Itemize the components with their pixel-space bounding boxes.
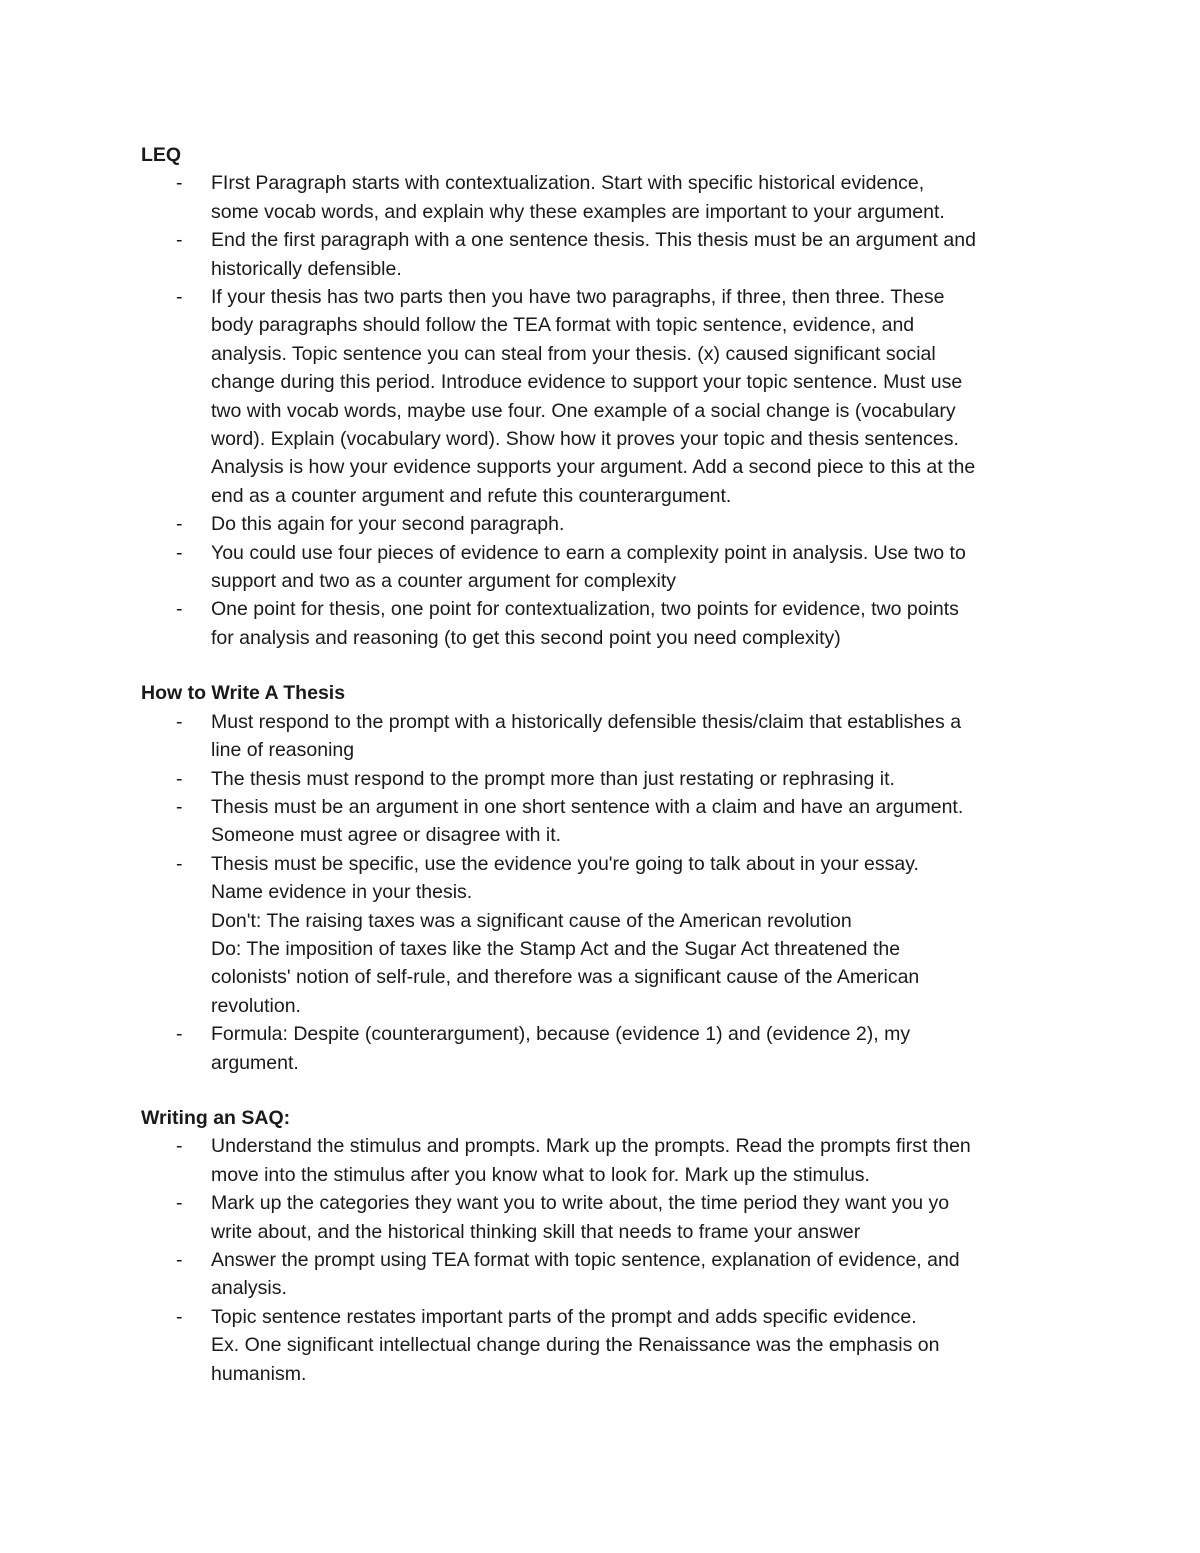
text-line: Name evidence in your thesis. xyxy=(211,881,473,904)
list-item xyxy=(141,283,1071,510)
text-line: analysis. xyxy=(211,1277,287,1300)
text-line: Analysis is how your evidence supports your argument. Add a second piece to this at the xyxy=(211,456,976,479)
section-1 xyxy=(141,679,1071,1077)
text-line: analysis. Topic sentence you can steal from your thesis. (x) caused significant social xyxy=(211,342,936,365)
text-line: move into the stimulus after you know what to look for. Mark up the stimulus. xyxy=(211,1163,870,1186)
text-line: Thesis must be an argument in one short sentence with a claim and have an argument. xyxy=(211,795,964,818)
text-line: argument. xyxy=(211,1051,299,1074)
text-line: Must respond to the prompt with a historically defensible thesis/claim that establishes a xyxy=(211,710,962,733)
text-line: two with vocab words, maybe use four. One example of a social change is (vocabulary xyxy=(211,399,956,422)
document-body xyxy=(141,141,1071,1415)
text-line: body paragraphs should follow the TEA format with topic sentence, evidence, and xyxy=(211,314,915,337)
text-line: If your thesis has two parts then you have two paragraphs, if three, then three. These xyxy=(211,286,945,309)
section-heading: Writing an SAQ: xyxy=(141,1106,291,1129)
list-item xyxy=(141,765,1071,793)
list-item xyxy=(141,1020,1071,1077)
text-line: Mark up the categories they want you to write about, the time period they want you yo xyxy=(211,1192,950,1215)
section-heading: LEQ xyxy=(141,144,182,166)
section-2 xyxy=(141,1104,1071,1388)
text-line: FIrst Paragraph starts with contextualization. Start with specific historical evidence, xyxy=(211,172,925,195)
list-item xyxy=(141,850,1071,1020)
text-line: The thesis must respond to the prompt more than just restating or rephrasing it. xyxy=(211,767,895,790)
bullet-dash-icon: - xyxy=(176,1023,183,1046)
text-line: change during this period. Introduce evidence to support your topic sentence. Must use xyxy=(211,371,963,394)
list-item xyxy=(141,793,1071,850)
bullet-dash-icon: - xyxy=(176,795,183,818)
text-line: Ex. One significant intellectual change during the Renaissance was the emphasis on xyxy=(211,1334,940,1357)
bullet-dash-icon: - xyxy=(176,598,183,621)
text-line: Don't: The raising taxes was a significant cause of the American revolution xyxy=(211,909,852,932)
bullet-dash-icon: - xyxy=(176,513,183,536)
text-line: end as a counter argument and refute this counterargument. xyxy=(211,484,732,507)
list-item xyxy=(141,595,1071,652)
bullet-dash-icon: - xyxy=(176,1192,183,1215)
list-item xyxy=(141,169,1071,226)
bullet-dash-icon: - xyxy=(176,1305,183,1328)
text-line: End the first paragraph with a one sentence thesis. This thesis must be an argument and xyxy=(211,229,976,252)
text-line: Understand the stimulus and prompts. Mark up the prompts. Read the prompts first then xyxy=(211,1135,971,1158)
bullet-dash-icon: - xyxy=(176,710,183,733)
text-line: colonists' notion of self-rule, and therefore was a significant cause of the American xyxy=(211,966,920,989)
text-line: Do: The imposition of taxes like the Stamp Act and the Sugar Act threatened the xyxy=(211,937,901,960)
text-line: One point for thesis, one point for contextualization, two points for evidence, two points xyxy=(211,598,959,621)
bullet-dash-icon: - xyxy=(176,852,183,875)
text-line: word). Explain (vocabulary word). Show how it proves your topic and thesis sentences. xyxy=(211,428,959,451)
text-line: Do this again for your second paragraph. xyxy=(211,513,565,536)
bullet-dash-icon: - xyxy=(176,767,183,790)
list-item xyxy=(141,1132,1071,1189)
bullet-dash-icon: - xyxy=(176,541,183,564)
bullet-dash-icon: - xyxy=(176,172,183,195)
list-item xyxy=(141,226,1071,283)
section-0 xyxy=(141,141,1071,652)
bullet-list xyxy=(141,169,1071,652)
text-line: Answer the prompt using TEA format with topic sentence, explanation of evidence, and xyxy=(211,1248,960,1271)
section-heading: How to Write A Thesis xyxy=(141,682,346,705)
bullet-dash-icon: - xyxy=(176,286,183,309)
bullet-dash-icon: - xyxy=(176,1135,183,1158)
bullet-list xyxy=(141,708,1071,1077)
list-item xyxy=(141,539,1071,596)
list-item xyxy=(141,1303,1071,1388)
text-line: humanism. xyxy=(211,1362,307,1385)
text-line: line of reasoning xyxy=(211,739,355,762)
list-item xyxy=(141,1189,1071,1246)
text-line: some vocab words, and explain why these examples are important to your argument. xyxy=(211,200,945,223)
bullet-dash-icon: - xyxy=(176,229,183,252)
bullet-dash-icon: - xyxy=(176,1248,183,1271)
text-line: Someone must agree or disagree with it. xyxy=(211,824,562,847)
text-line: revolution. xyxy=(211,994,301,1017)
text-line: support and two as a counter argument for complexity xyxy=(211,570,676,593)
list-item xyxy=(141,1246,1071,1303)
list-item xyxy=(141,708,1071,765)
text-line: You could use four pieces of evidence to earn a complexity point in analysis. Use two to xyxy=(211,541,966,564)
text-line: Thesis must be specific, use the evidence you're going to talk about in your essay. xyxy=(211,852,919,875)
text-line: historically defensible. xyxy=(211,257,402,280)
text-line: Topic sentence restates important parts of the prompt and adds specific evidence. xyxy=(211,1305,917,1328)
text-line: for analysis and reasoning (to get this second point you need complexity) xyxy=(211,626,841,649)
text-line: write about, and the historical thinking skill that needs to frame your answer xyxy=(211,1220,861,1243)
bullet-list xyxy=(141,1132,1071,1388)
list-item xyxy=(141,510,1071,538)
text-line: Formula: Despite (counterargument), because (evidence 1) and (evidence 2), my xyxy=(211,1023,911,1046)
